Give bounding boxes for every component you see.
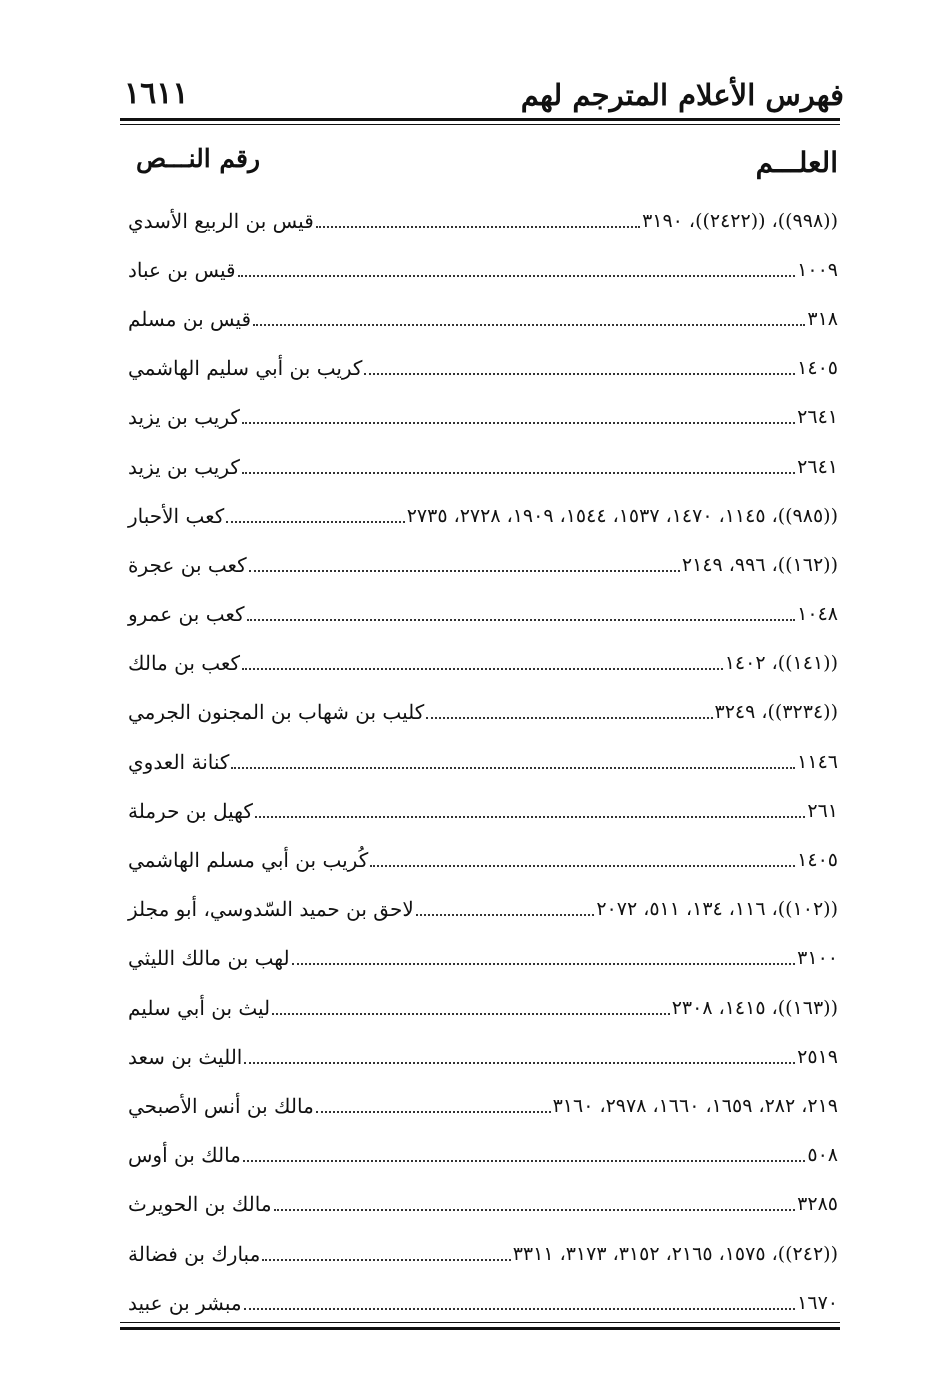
entry-text-numbers: ((١٤١))، ١٤٠٢ <box>724 652 838 675</box>
index-entry <box>124 885 840 934</box>
entry-text-numbers: ١٠٤٨ <box>797 603 838 626</box>
dot-leader <box>238 275 796 277</box>
entry-text-numbers: ٣١٠٠ <box>797 947 838 970</box>
entry-name: مبارك بن فضالة <box>128 1241 261 1266</box>
dot-leader <box>316 1111 551 1113</box>
dot-leader <box>244 1062 795 1064</box>
footer-rule-thin <box>120 1322 840 1323</box>
index-entry <box>124 393 840 442</box>
entry-text-numbers: ((٩٩٨))، ((٢٤٢٢))، ٣١٩٠ <box>642 209 838 232</box>
entry-text-numbers: ١٠٠٩ <box>797 258 838 281</box>
dot-leader <box>274 1209 796 1211</box>
entry-text-numbers: ١١٤٦ <box>797 750 838 773</box>
entry-text-numbers: ٢٦٤١ <box>797 455 838 478</box>
header-rule-thin <box>120 124 840 125</box>
index-entry <box>124 196 840 245</box>
entry-name: الليث بن سعد <box>128 1044 243 1069</box>
entry-name: كريب بن أبي سليم الهاشمي <box>128 356 363 381</box>
entry-name: كريب بن يزيد <box>128 454 240 479</box>
dot-leader <box>226 521 404 523</box>
dot-leader <box>370 865 795 867</box>
entry-text-numbers: ٢٦٤١ <box>797 406 838 429</box>
dot-leader <box>416 914 595 916</box>
index-entry <box>124 1131 840 1180</box>
index-entry <box>124 737 840 786</box>
running-header-title: فهرس الأعلام المترجم لهم <box>520 78 844 112</box>
column-heading-number: رقم النـــص <box>136 144 261 173</box>
dot-leader <box>272 1013 670 1015</box>
entry-text-numbers: ((٣٢٣٤))، ٣٢٤٩ <box>714 701 838 724</box>
header-rule <box>120 118 840 121</box>
dot-leader <box>253 324 805 326</box>
dot-leader <box>242 422 795 424</box>
page-number: ١٦١١ <box>124 76 189 111</box>
index-entry <box>124 540 840 589</box>
dot-leader <box>231 767 795 769</box>
index-entry <box>124 1180 840 1229</box>
entry-name: كعب بن عجرة <box>128 552 247 577</box>
index-entry <box>124 442 840 491</box>
dot-leader <box>292 963 796 965</box>
index-entry <box>124 344 840 393</box>
entry-text-numbers: ٢١٩، ٢٨٢، ١٦٥٩، ١٦٦٠، ٢٩٧٨، ٣١٦٠ <box>552 1094 838 1117</box>
entry-name: كُريب بن أبي مسلم الهاشمي <box>128 848 369 873</box>
entry-name: كعب بن عمرو <box>128 602 245 627</box>
entry-name: مالك بن أنس الأصبحي <box>128 1093 314 1118</box>
entry-text-numbers: ((٩٨٥))، ١١٤٥، ١٤٧٠، ١٥٣٧، ١٥٤٤، ١٩٠٩، ٢٧٢٨، ٢٧٣٥ <box>406 504 838 527</box>
entry-name: مالك بن أوس <box>128 1143 241 1168</box>
entry-name: لاحق بن حميد السّدوسي، أبو مجلز <box>128 897 414 922</box>
entry-name: قيس بن عباد <box>128 257 236 282</box>
index-entry <box>124 491 840 540</box>
entry-text-numbers: ((١٠٢))، ١١٦، ١٣٤، ٥١١، ٢٠٧٢ <box>596 898 838 921</box>
index-entries <box>124 196 840 1327</box>
index-entry <box>124 590 840 639</box>
entry-text-numbers: ١٤٠٥ <box>797 357 838 380</box>
dot-leader <box>242 668 723 670</box>
index-entry <box>124 786 840 835</box>
index-entry <box>124 688 840 737</box>
dot-leader <box>426 717 712 719</box>
entry-text-numbers: ٢٦١ <box>807 799 838 822</box>
index-entry <box>124 639 840 688</box>
entry-name: كعب الأحبار <box>128 503 225 528</box>
entry-name: كريب بن يزيد <box>128 405 240 430</box>
entry-name: مالك بن الحويرث <box>128 1192 272 1217</box>
index-entry <box>124 1278 840 1327</box>
entry-text-numbers: ٣١٨ <box>807 307 838 330</box>
dot-leader <box>364 373 795 375</box>
dot-leader <box>242 472 795 474</box>
dot-leader <box>255 816 805 818</box>
footer-rule <box>120 1327 840 1330</box>
column-heading-name: العلـــم <box>755 146 838 179</box>
entry-text-numbers: ٣٢٨٥ <box>797 1193 838 1216</box>
entry-name: قيس بن مسلم <box>128 306 252 331</box>
dot-leader <box>244 1308 796 1310</box>
entry-name: كليب بن شهاب بن المجنون الجرمي <box>128 700 425 725</box>
index-entry <box>124 245 840 294</box>
dot-leader <box>247 619 796 621</box>
index-entry <box>124 294 840 343</box>
entry-name: مبشر بن عبيد <box>128 1290 242 1315</box>
dot-leader <box>316 226 640 228</box>
index-entry <box>124 1032 840 1081</box>
entry-text-numbers: ((٢٤٢))، ١٥٧٥، ٢١٦٥، ٣١٥٢، ٣١٧٣، ٣٣١١ <box>512 1242 838 1265</box>
entry-name: قيس بن الربيع الأسدي <box>128 208 314 233</box>
entry-name: لهب بن مالك الليثي <box>128 946 290 971</box>
dot-leader <box>249 570 680 572</box>
entry-text-numbers: ١٤٠٥ <box>797 849 838 872</box>
entry-text-numbers: ٢٥١٩ <box>797 1045 838 1068</box>
entry-name: كهيل بن حرملة <box>128 798 253 823</box>
index-entry <box>124 1229 840 1278</box>
entry-text-numbers: ١٦٧٠ <box>797 1291 838 1314</box>
dot-leader <box>262 1259 510 1261</box>
entry-text-numbers: ((١٦٣))، ١٤١٥، ٢٣٠٨ <box>671 996 838 1019</box>
index-entry <box>124 835 840 884</box>
entry-text-numbers: ((١٦٢))، ٩٩٦، ٢١٤٩ <box>681 553 838 576</box>
index-entry <box>124 934 840 983</box>
entry-name: ليث بن أبي سليم <box>128 995 271 1020</box>
entry-name: كنانة العدوي <box>128 749 230 774</box>
index-entry <box>124 983 840 1032</box>
entry-text-numbers: ٥٠٨ <box>807 1144 838 1167</box>
index-entry <box>124 1081 840 1130</box>
entry-name: كعب بن مالك <box>128 651 241 676</box>
dot-leader <box>243 1160 805 1162</box>
